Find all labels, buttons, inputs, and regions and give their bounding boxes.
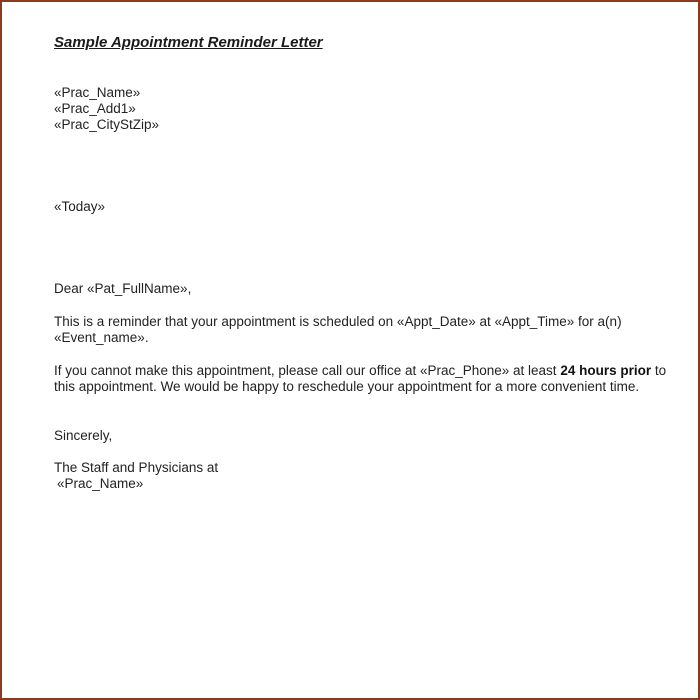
reminder-line-1: This is a reminder that your appointment is scheduled on «Appt_Date» at «Appt_Time» for a(n) (54, 314, 622, 329)
signature-line-1: The Staff and Physicians at (54, 460, 219, 475)
letter-title: Sample Appointment Reminder Letter (54, 34, 323, 51)
practice-address (54, 85, 159, 133)
cancellation-line-1 (54, 363, 699, 379)
address-line-street: «Prac_Add1» (54, 101, 136, 116)
cancellation-paragraph (54, 363, 699, 395)
salutation: Dear «Pat_FullName», (54, 281, 192, 296)
cancellation-line-2: this appointment. We would be happy to reschedule your appointment for a more convenient time. (54, 379, 640, 394)
address-line-name: «Prac_Name» (54, 85, 141, 100)
signature-block (54, 460, 218, 492)
address-line-city: «Prac_CityStZip» (54, 117, 160, 132)
signature-line-2: «Prac_Name» (57, 476, 144, 491)
letter-page (2, 2, 698, 698)
reminder-paragraph (54, 314, 694, 346)
notice-period-emphasis: 24 hours prior (560, 363, 652, 378)
cancellation-text-after: to (651, 363, 667, 378)
cancellation-text-before: If you cannot make this appointment, please call our office at «Prac_Phone» at least (54, 363, 561, 378)
reminder-line-2: «Event_name». (54, 330, 149, 345)
closing: Sincerely, (54, 428, 113, 443)
letter-date: «Today» (54, 199, 106, 214)
